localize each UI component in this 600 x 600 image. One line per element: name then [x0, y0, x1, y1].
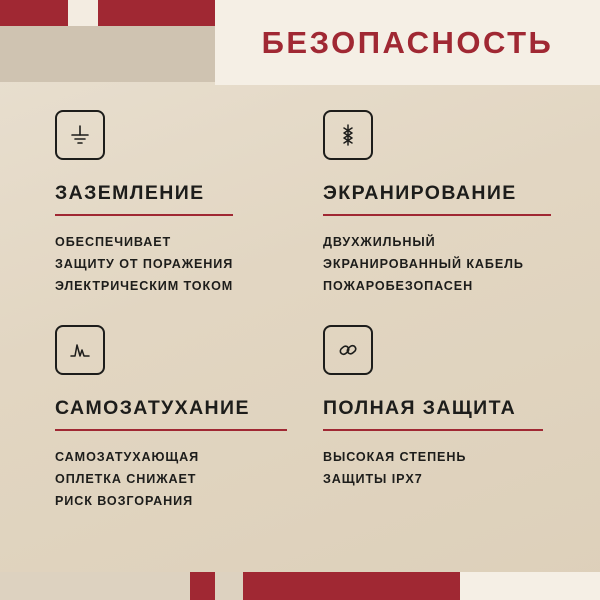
bottom-left-decor-block: [0, 572, 190, 600]
feature-body-line: ЗАЩИТЫ IPX7: [323, 472, 423, 487]
feature-title: ЭКРАНИРОВАНИЕ: [323, 182, 517, 204]
feature-title: ЗАЗЕМЛЕНИЕ: [55, 182, 205, 204]
feature-body: [55, 446, 313, 512]
bottom-right-decor-block: [460, 572, 600, 600]
feature-body-line: ПОЖАРОБЕЗОПАСЕН: [323, 279, 474, 294]
feature-body: [323, 231, 545, 297]
page-title: БЕЗОПАСНОСТЬ: [261, 24, 554, 60]
feature-rule: [323, 429, 543, 431]
feature-rule: [55, 429, 287, 431]
grounding-icon: [55, 110, 105, 160]
feature-rule: [323, 214, 551, 216]
feature-body: [323, 446, 545, 490]
feature-card-self-extinguishing: [55, 325, 323, 540]
feature-body-line: ОБЕСПЕЧИВАЕТ: [55, 235, 172, 249]
feature-body-line: РИСК ВОЗГОРАНИЯ: [55, 494, 194, 509]
self-extinguishing-icon: [55, 325, 105, 375]
feature-title: ПОЛНАЯ ЗАЩИТА: [323, 397, 517, 419]
feature-body-line: ДВУХЖИЛЬНЫЙ: [323, 235, 436, 249]
title-panel: [215, 0, 600, 85]
feature-grid: [55, 110, 555, 540]
feature-body-line: ЗАЩИТУ ОТ ПОРАЖЕНИЯ: [55, 257, 234, 272]
top-band-notch: [68, 0, 98, 26]
feature-body-line: ВЫСОКАЯ СТЕПЕНЬ: [323, 450, 467, 464]
full-protection-icon: [323, 325, 373, 375]
feature-body-line: ОПЛЕТКА СНИЖАЕТ: [55, 472, 197, 487]
feature-rule: [55, 214, 233, 216]
bottom-band-notch: [215, 572, 243, 600]
feature-body-line: САМОЗАТУХАЮЩАЯ: [55, 450, 200, 464]
feature-body-line: ЭЛЕКТРИЧЕСКИМ ТОКОМ: [55, 279, 234, 294]
top-left-beige-panel: [0, 26, 215, 82]
feature-card-shielding: [323, 110, 555, 325]
feature-card-grounding: [55, 110, 323, 325]
feature-card-full-protection: [323, 325, 555, 540]
feature-body-line: ЭКРАНИРОВАННЫЙ КАБЕЛЬ: [323, 257, 524, 272]
feature-title: САМОЗАТУХАНИЕ: [55, 397, 250, 419]
feature-body: [55, 231, 313, 297]
shielding-icon: [323, 110, 373, 160]
